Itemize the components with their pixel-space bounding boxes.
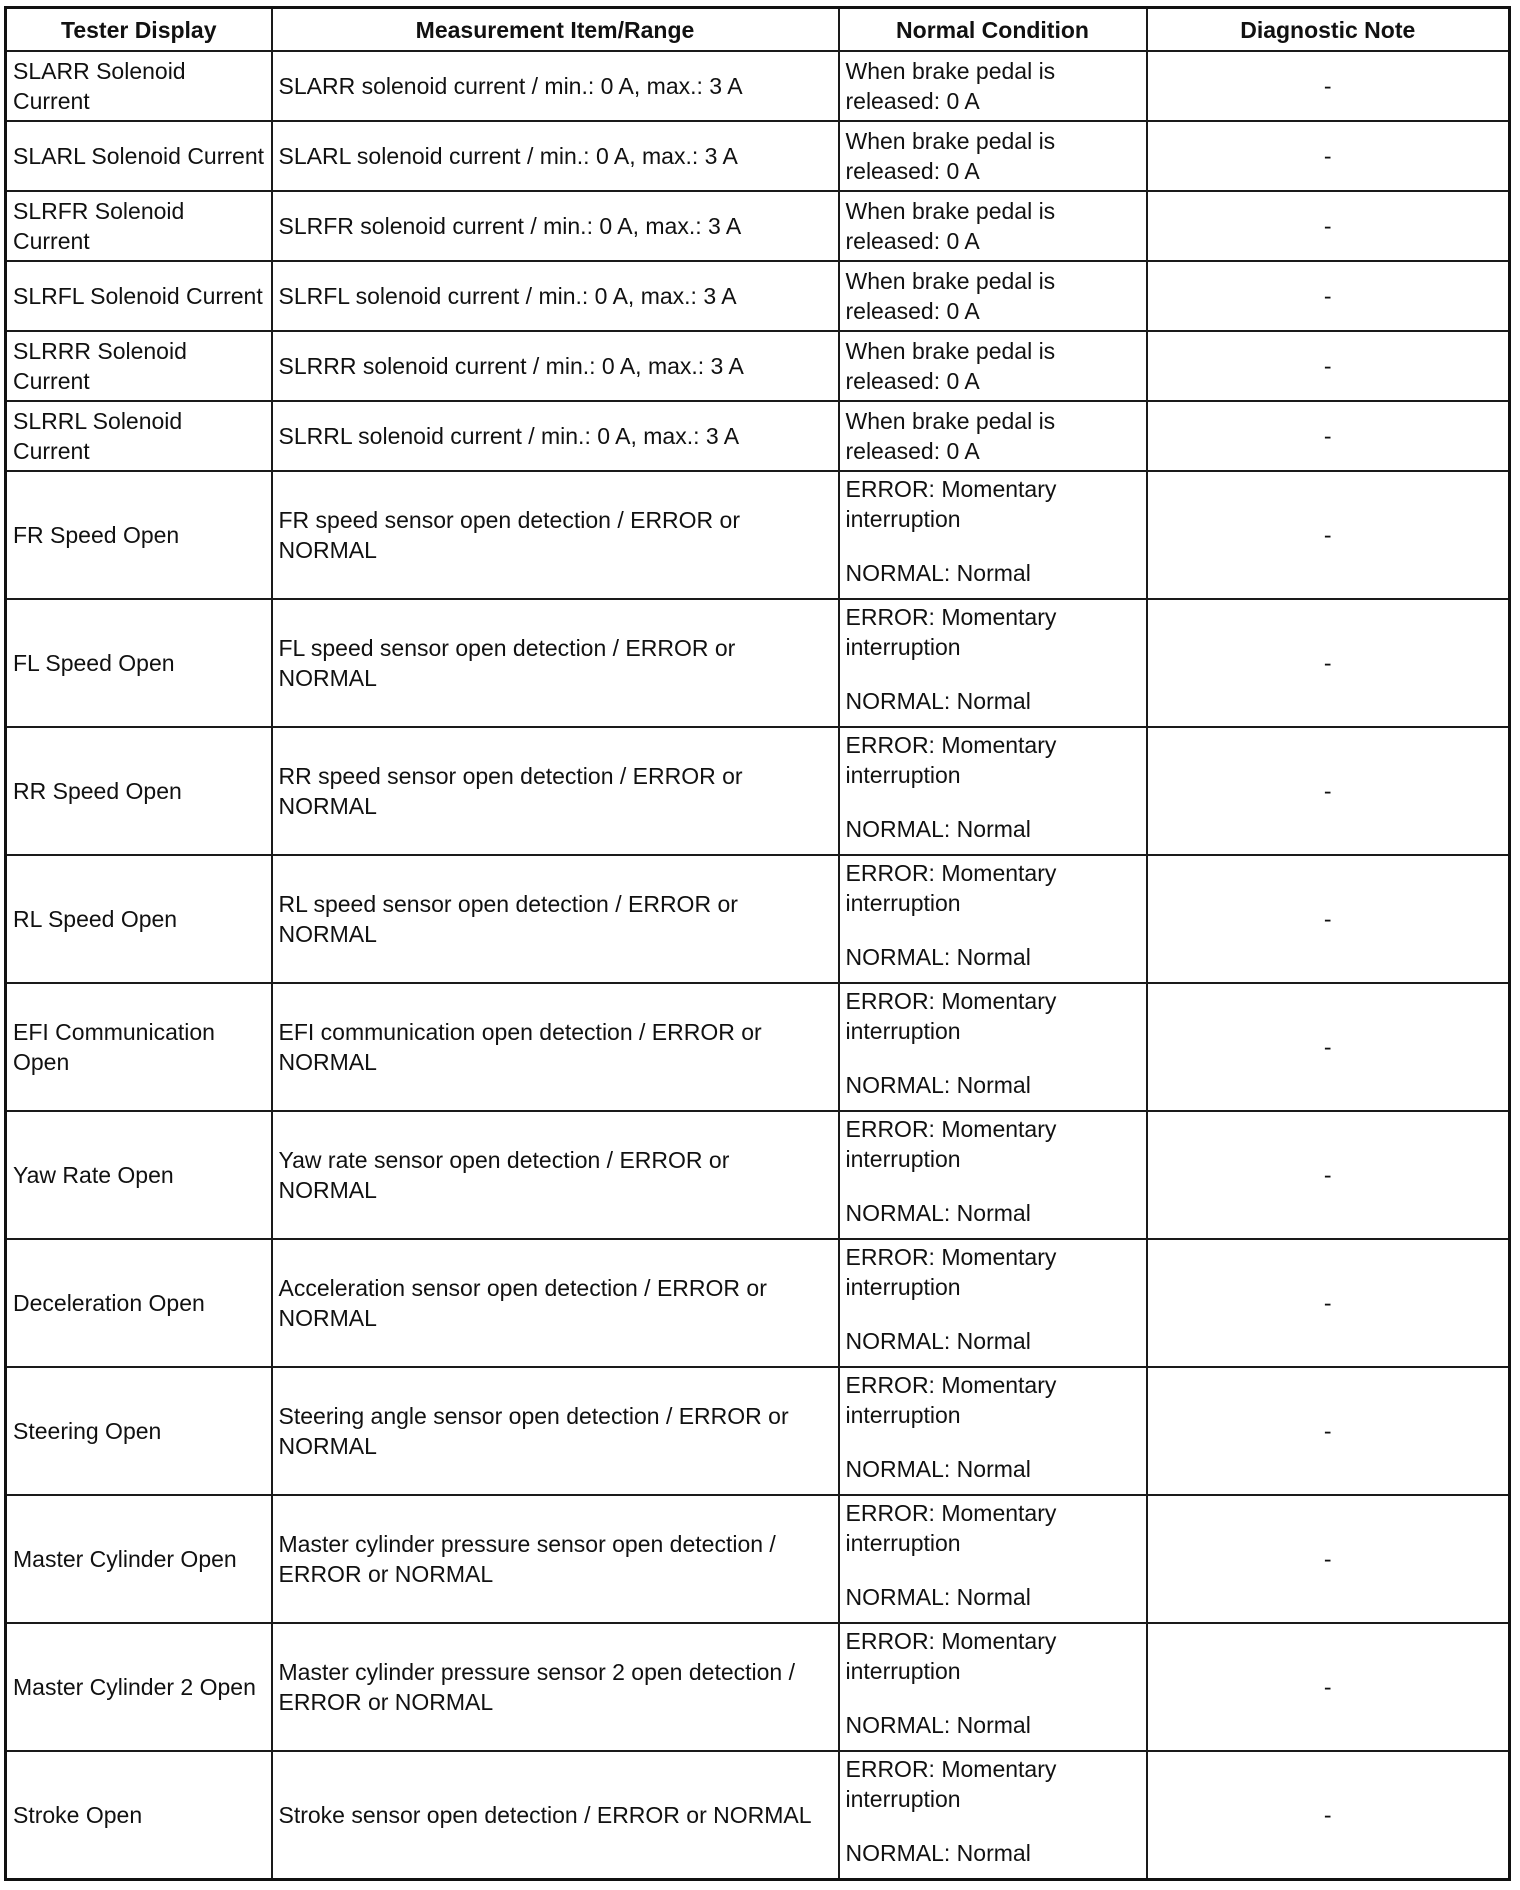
condition-primary: ERROR: Momentary interruption [845,988,1057,1044]
diagnostic-note-cell: - [1147,727,1510,855]
measurement-range-cell: SLRRL solenoid current / min.: 0 A, max.: 3 A [272,401,839,471]
measurement-range-cell: Stroke sensor open detection / ERROR or NORMAL [272,1751,839,1880]
condition-spacer [846,1046,1140,1070]
condition-primary: ERROR: Momentary interruption [845,1116,1057,1172]
table-row [6,191,1510,261]
measurement-range-cell: FL speed sensor open detection / ERROR or NORMAL [272,599,839,727]
normal-condition-cell [839,401,1147,471]
normal-condition-cell [839,121,1147,191]
tester-display-cell: Deceleration Open [6,1239,272,1367]
diagnostic-note-cell: - [1147,1623,1510,1751]
normal-condition-cell [839,51,1147,121]
condition-primary: ERROR: Momentary interruption [845,1628,1057,1684]
measurement-range-cell: SLRFR solenoid current / min.: 0 A, max.: 3 A [272,191,839,261]
tester-display-cell: SLRRL Solenoid Current [6,401,272,471]
diagnostic-note-cell: - [1147,121,1510,191]
condition-spacer [846,1174,1140,1198]
condition-primary: When brake pedal is released: 0 A [845,128,1056,184]
measurement-range-cell: Acceleration sensor open detection / ERROR or NORMAL [272,1239,839,1367]
condition-secondary: NORMAL: Normal [845,1328,1031,1354]
measurement-range-cell: FR speed sensor open detection / ERROR or NORMAL [272,471,839,599]
condition-spacer [846,918,1140,942]
condition-primary: ERROR: Momentary interruption [845,860,1057,916]
header-normal-condition: Normal Condition [839,8,1147,52]
diagnostic-note-cell: - [1147,1751,1510,1880]
diagnostic-note-cell: - [1147,471,1510,599]
tester-display-cell: SLARR Solenoid Current [6,51,272,121]
condition-spacer [846,662,1140,686]
header-row [6,8,1510,52]
normal-condition-cell [839,331,1147,401]
table-row [6,1495,1510,1623]
condition-primary: ERROR: Momentary interruption [845,1372,1057,1428]
table-row [6,1111,1510,1239]
condition-secondary: NORMAL: Normal [845,816,1031,842]
diagnostic-note-cell: - [1147,1111,1510,1239]
table-body [6,51,1510,1880]
tester-display-cell: RL Speed Open [6,855,272,983]
condition-primary: When brake pedal is released: 0 A [845,408,1056,464]
tester-display-cell: SLRFR Solenoid Current [6,191,272,261]
diagnostic-note-cell: - [1147,51,1510,121]
normal-condition-cell [839,1367,1147,1495]
table-row [6,261,1510,331]
measurement-range-cell: RR speed sensor open detection / ERROR or NORMAL [272,727,839,855]
diagnostic-note-cell: - [1147,983,1510,1111]
table-row [6,1239,1510,1367]
normal-condition-cell [839,983,1147,1111]
table-row [6,1751,1510,1880]
diagnostic-note-cell: - [1147,1367,1510,1495]
data-table-container [4,6,1508,1881]
tester-display-cell: EFI Communication Open [6,983,272,1111]
condition-secondary: NORMAL: Normal [845,1072,1031,1098]
header-diagnostic-note: Diagnostic Note [1147,8,1510,52]
condition-primary: ERROR: Momentary interruption [845,476,1057,532]
table-row [6,51,1510,121]
tester-display-cell: FL Speed Open [6,599,272,727]
condition-primary: ERROR: Momentary interruption [845,1756,1057,1812]
condition-primary: ERROR: Momentary interruption [845,732,1057,788]
condition-secondary: NORMAL: Normal [845,1712,1031,1738]
condition-secondary: NORMAL: Normal [845,1200,1031,1226]
measurement-range-cell: SLRRR solenoid current / min.: 0 A, max.: 3 A [272,331,839,401]
tester-display-cell: Yaw Rate Open [6,1111,272,1239]
condition-spacer [846,1302,1140,1326]
diagnostic-note-cell: - [1147,1495,1510,1623]
condition-secondary: NORMAL: Normal [845,560,1031,586]
table-row [6,121,1510,191]
condition-primary: When brake pedal is released: 0 A [845,338,1056,394]
measurement-range-cell: Master cylinder pressure sensor 2 open detection / ERROR or NORMAL [272,1623,839,1751]
diagnostic-note-cell: - [1147,1239,1510,1367]
normal-condition-cell [839,1495,1147,1623]
tester-display-cell: Master Cylinder Open [6,1495,272,1623]
diagnostic-note-cell: - [1147,599,1510,727]
tester-display-cell: Master Cylinder 2 Open [6,1623,272,1751]
table-row [6,983,1510,1111]
condition-secondary: NORMAL: Normal [845,1840,1031,1866]
normal-condition-cell [839,855,1147,983]
condition-primary: When brake pedal is released: 0 A [845,198,1056,254]
diagnostic-note-cell: - [1147,191,1510,261]
table-row [6,1367,1510,1495]
condition-secondary: NORMAL: Normal [845,1456,1031,1482]
condition-spacer [846,1430,1140,1454]
condition-secondary: NORMAL: Normal [845,1584,1031,1610]
normal-condition-cell [839,1111,1147,1239]
tester-display-cell: SLARL Solenoid Current [6,121,272,191]
condition-primary: ERROR: Momentary interruption [845,1500,1057,1556]
tester-display-cell: RR Speed Open [6,727,272,855]
normal-condition-cell [839,191,1147,261]
diagnostic-note-cell: - [1147,401,1510,471]
tester-display-table [4,6,1511,1881]
condition-primary: ERROR: Momentary interruption [845,604,1057,660]
table-row [6,401,1510,471]
condition-spacer [846,1686,1140,1710]
normal-condition-cell [839,1239,1147,1367]
tester-display-cell: Steering Open [6,1367,272,1495]
header-tester-display: Tester Display [6,8,272,52]
normal-condition-cell [839,727,1147,855]
table-row [6,599,1510,727]
table-row [6,331,1510,401]
condition-spacer [846,534,1140,558]
measurement-range-cell: SLARR solenoid current / min.: 0 A, max.: 3 A [272,51,839,121]
measurement-range-cell: Master cylinder pressure sensor open detection / ERROR or NORMAL [272,1495,839,1623]
measurement-range-cell: SLRFL solenoid current / min.: 0 A, max.: 3 A [272,261,839,331]
measurement-range-cell: EFI communication open detection / ERROR or NORMAL [272,983,839,1111]
condition-spacer [846,1814,1140,1838]
diagnostic-note-cell: - [1147,331,1510,401]
condition-primary: When brake pedal is released: 0 A [845,268,1056,324]
normal-condition-cell [839,599,1147,727]
table-row [6,471,1510,599]
measurement-range-cell: Yaw rate sensor open detection / ERROR or NORMAL [272,1111,839,1239]
tester-display-cell: SLRFL Solenoid Current [6,261,272,331]
diagnostic-note-cell: - [1147,855,1510,983]
measurement-range-cell: SLARL solenoid current / min.: 0 A, max.: 3 A [272,121,839,191]
measurement-range-cell: Steering angle sensor open detection / ERROR or NORMAL [272,1367,839,1495]
normal-condition-cell [839,1623,1147,1751]
header-measurement-item: Measurement Item/Range [272,8,839,52]
table-row [6,727,1510,855]
table-row [6,855,1510,983]
tester-display-cell: SLRRR Solenoid Current [6,331,272,401]
condition-spacer [846,1558,1140,1582]
normal-condition-cell [839,1751,1147,1880]
normal-condition-cell [839,471,1147,599]
tester-display-cell: FR Speed Open [6,471,272,599]
condition-secondary: NORMAL: Normal [845,688,1031,714]
normal-condition-cell [839,261,1147,331]
condition-secondary: NORMAL: Normal [845,944,1031,970]
condition-primary: When brake pedal is released: 0 A [845,58,1056,114]
diagnostic-note-cell: - [1147,261,1510,331]
condition-spacer [846,790,1140,814]
table-row [6,1623,1510,1751]
measurement-range-cell: RL speed sensor open detection / ERROR or NORMAL [272,855,839,983]
condition-primary: ERROR: Momentary interruption [845,1244,1057,1300]
tester-display-cell: Stroke Open [6,1751,272,1880]
